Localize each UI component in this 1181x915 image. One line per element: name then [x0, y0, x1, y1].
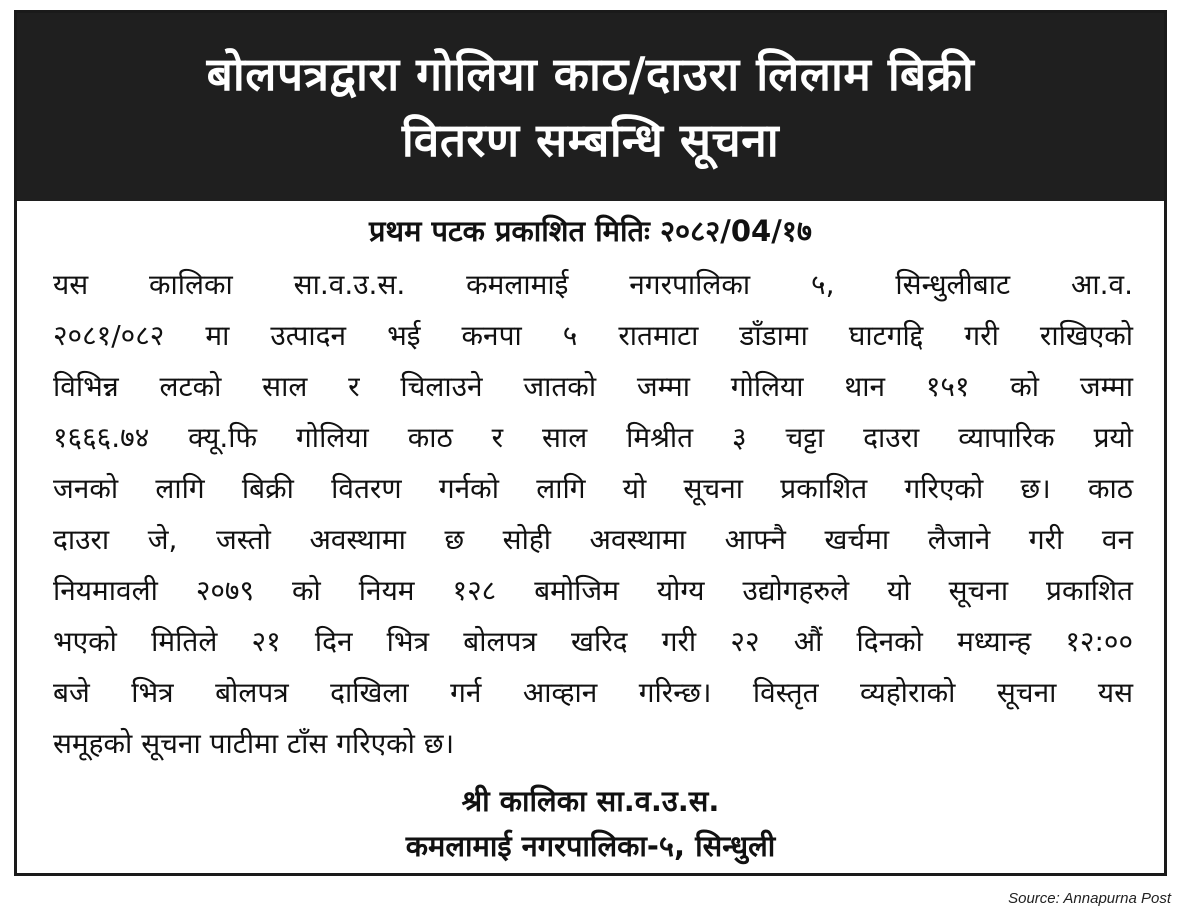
body-line: यस कालिका सा.व.उ.स. कमलामाई नगरपालिका ५, सिन्धुलीबाट आ.व. — [53, 268, 1133, 301]
notice-body — [53, 259, 1133, 769]
publication-date: प्रथम पटक प्रकाशित मितिः २०८२/04/१७ — [369, 214, 812, 248]
signature-block — [17, 779, 1164, 869]
signature-address: कमलामाई नगरपालिका-५, सिन्धुली — [405, 829, 776, 863]
body-line: जनको लागि बिक्री वितरण गर्नको लागि यो सूचना प्रकाशित गरिएको छ। काठ — [53, 472, 1133, 505]
body-line: १६६६.७४ क्यू.फि गोलिया काठ र साल मिश्रीत ३ चट्टा दाउरा व्यापारिक प्रयो — [53, 421, 1133, 454]
body-line: दाउरा जे, जस्तो अवस्थामा छ सोही अवस्थामा आफ्नै खर्चमा लैजाने गरी वन — [53, 523, 1133, 556]
notice-box — [14, 10, 1167, 876]
source-credit: Source: Annapurna Post — [1008, 890, 1171, 907]
notice-title-bar — [17, 13, 1164, 201]
body-line: भएको मितिले २१ दिन भित्र बोलपत्र खरिद गरी २२ औं दिनको मध्यान्ह १२:०० — [53, 625, 1133, 658]
body-line: नियमावली २०७९ को नियम १२८ बमोजिम योग्य उद्योगहरुले यो सूचना प्रकाशित — [53, 574, 1133, 607]
notice-title-line-1: बोलपत्रद्वारा गोलिया काठ/दाउरा लिलाम बिक्री — [206, 47, 975, 101]
body-line: बजे भित्र बोलपत्र दाखिला गर्न आव्हान गरिन्छ। विस्तृत व्यहोराको सूचना यस — [53, 676, 1133, 709]
notice-title-line-2: वितरण सम्बन्धि सूचना — [401, 113, 780, 167]
signature-organization: श्री कालिका सा.व.उ.स. — [461, 784, 720, 818]
body-line: समूहको सूचना पाटीमा टाँस गरिएको छ। — [53, 727, 455, 760]
body-line: विभिन्न लटको साल र चिलाउने जातको जम्मा गोलिया थान १५१ को जम्मा — [53, 370, 1133, 403]
body-line: २०८१/०८२ मा उत्पादन भई कनपा ५ रातमाटा डाँडामा घाटगद्दि गरी राखिएको — [53, 319, 1133, 352]
